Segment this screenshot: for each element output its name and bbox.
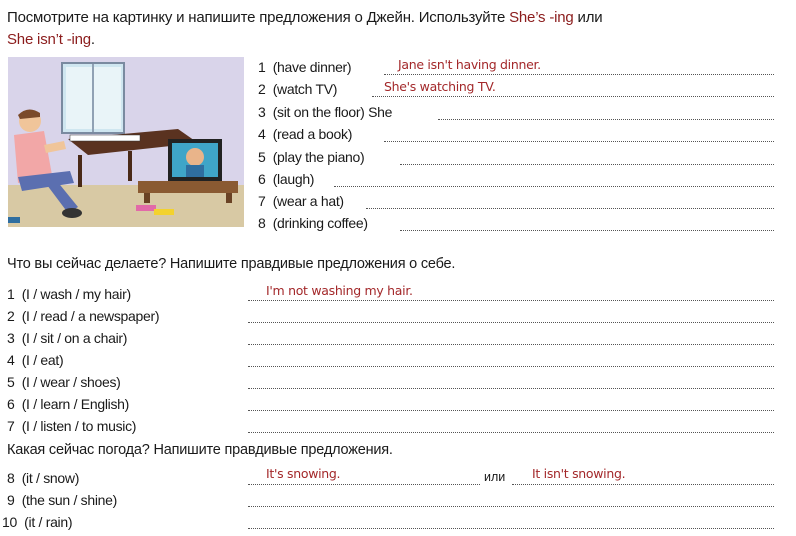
or-word: или xyxy=(484,470,506,484)
answer-line[interactable] xyxy=(400,230,774,231)
jane-room-illustration xyxy=(8,57,244,227)
answer-line[interactable] xyxy=(248,506,774,507)
list-item: 5 (play the piano) xyxy=(258,149,365,165)
answer-line[interactable] xyxy=(384,74,774,75)
answer-line[interactable] xyxy=(512,484,774,485)
structure-she-is-ing: She’s -ing xyxy=(509,9,574,26)
answer-line[interactable] xyxy=(438,119,774,120)
answer-line[interactable] xyxy=(248,388,774,389)
list-item: 2 (I / read / a newspaper) xyxy=(7,308,160,324)
list-item: 3 (sit on the floor) She xyxy=(258,104,393,120)
answer-line[interactable] xyxy=(384,141,774,142)
list-item: 6 (I / learn / English) xyxy=(7,396,129,412)
handwritten-answer: It isn't snowing. xyxy=(532,466,626,481)
list-item: 10 (it / rain) xyxy=(2,514,73,530)
list-item: 9 (the sun / shine) xyxy=(7,492,117,508)
list-item: 5 (I / wear / shoes) xyxy=(7,374,121,390)
instruction-line-2: She isn’t -ing. xyxy=(7,31,95,48)
list-item: 1 (I / wash / my hair) xyxy=(7,286,131,302)
list-item: 1 (have dinner) xyxy=(258,59,352,75)
answer-line[interactable] xyxy=(248,322,774,323)
handwritten-answer: She's watching TV. xyxy=(384,79,496,94)
answer-line[interactable] xyxy=(334,186,774,187)
answer-line[interactable] xyxy=(248,432,774,433)
exercise-3-heading: Какая сейчас погода? Напишите правдивые предложения. xyxy=(7,442,393,458)
answer-line[interactable] xyxy=(248,528,774,529)
exercise-2-heading: Что вы сейчас делаете? Напишите правдивые предложения о себе. xyxy=(7,256,456,272)
answer-line[interactable] xyxy=(248,484,480,485)
list-item: 6 (laugh) xyxy=(258,171,315,187)
list-item: 3 (I / sit / on a chair) xyxy=(7,330,128,346)
instruction-line-1: Посмотрите на картинку и напишите предложения о Джейн. Используйте She’s -ing или xyxy=(7,9,603,26)
structure-she-isnt-ing: She isn’t -ing xyxy=(7,31,91,48)
list-item: 8 (drinking coffee) xyxy=(258,215,368,231)
answer-line[interactable] xyxy=(248,410,774,411)
answer-line[interactable] xyxy=(248,344,774,345)
answer-line[interactable] xyxy=(400,164,774,165)
answer-line[interactable] xyxy=(248,366,774,367)
list-item: 7 (wear a hat) xyxy=(258,193,344,209)
answer-line[interactable] xyxy=(248,300,774,301)
list-item: 4 (I / eat) xyxy=(7,352,64,368)
answer-line[interactable] xyxy=(366,208,774,209)
list-item: 2 (watch TV) xyxy=(258,81,338,97)
handwritten-answer: Jane isn't having dinner. xyxy=(398,57,541,72)
list-item: 4 (read a book) xyxy=(258,126,353,142)
list-item: 8 (it / snow) xyxy=(7,470,80,486)
list-item: 7 (I / listen / to music) xyxy=(7,418,137,434)
handwritten-answer: I'm not washing my hair. xyxy=(266,283,413,298)
handwritten-answer: It's snowing. xyxy=(266,466,341,481)
answer-line[interactable] xyxy=(372,96,774,97)
